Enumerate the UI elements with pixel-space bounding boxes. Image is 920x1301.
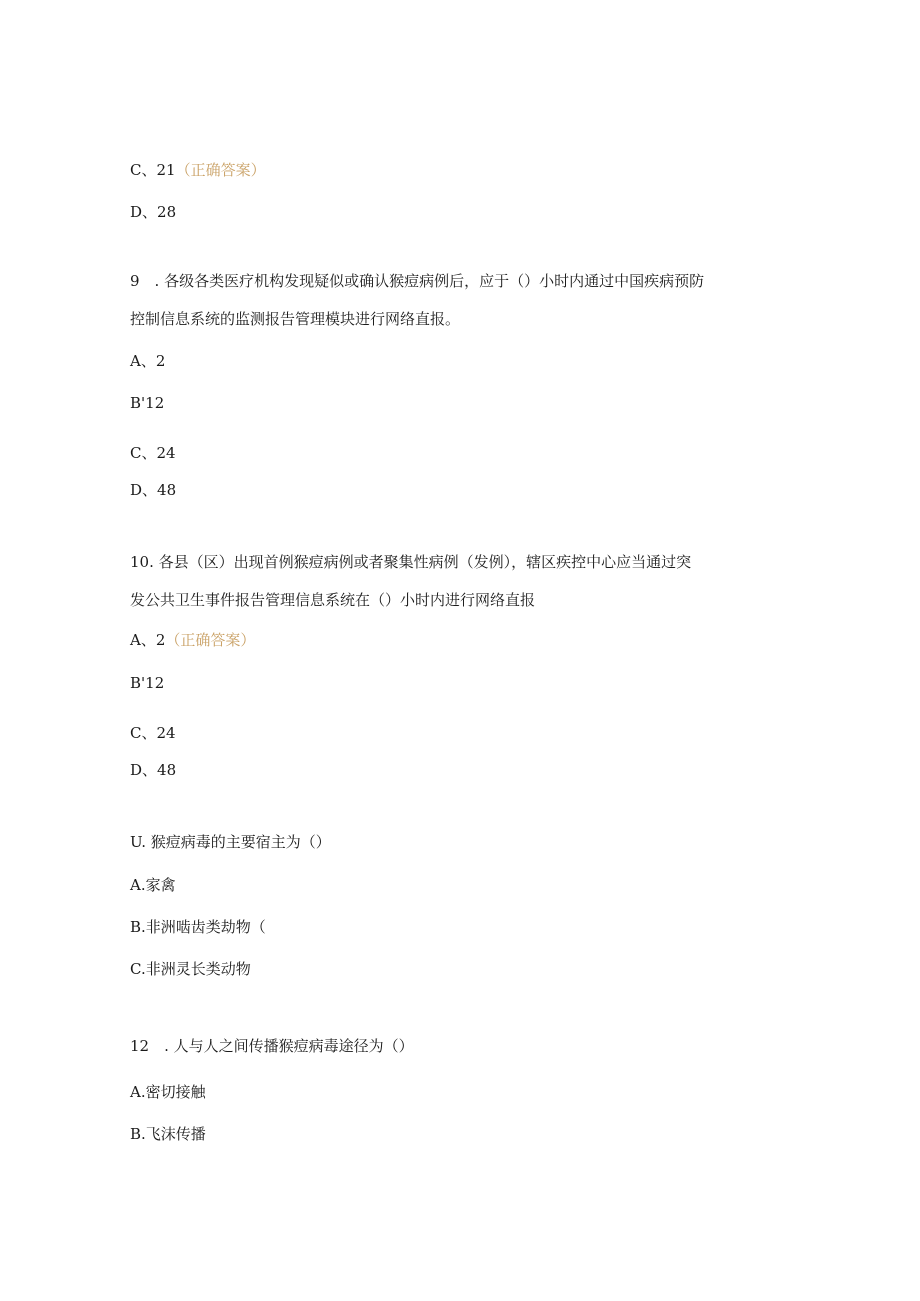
option-line: D、48 [130, 481, 177, 499]
option-line: B'12 [130, 674, 165, 692]
option-line: A.家禽 [130, 876, 176, 894]
question-text: 10. 各县（区）出现首例猴痘病例或者聚集性病例（发例），辖区疾控中心应当通过突 [130, 553, 692, 571]
question-text: U. 猴痘病毒的主要宿主为（） [130, 833, 331, 851]
option-line: B'12 [130, 394, 165, 412]
option-line: D、28 [130, 203, 177, 221]
question-text: 发公共卫生事件报告管理信息系统在（）小时内进行网络直报 [130, 591, 536, 609]
option-line: B.非洲啮齿类劫物（ [130, 918, 266, 936]
option-line: D、48 [130, 761, 177, 779]
option-line: A、2（正确答案） [130, 631, 256, 649]
question-text: 12 . 人与人之间传播猴痘病毒途径为（） [130, 1037, 414, 1055]
correct-answer-mark: （正确答案） [175, 161, 266, 179]
option-line: A、2 [130, 352, 166, 370]
option-line: C.非洲灵长类动物 [130, 960, 251, 978]
question-text: 9 . 各级各类医疗机构发现疑似或确认猴痘病例后，应于（）小时内通过中国疾病预防 [130, 272, 705, 290]
correct-answer-mark: （正确答案） [165, 631, 256, 649]
option-line: C、24 [130, 444, 176, 462]
option-line: C、21（正确答案） [130, 161, 266, 179]
option-line: B.飞沫传播 [130, 1125, 206, 1143]
option-line: A.密切接触 [130, 1083, 206, 1101]
option-line: C、24 [130, 724, 176, 742]
question-text: 控制信息系统的监测报告管理模块进行网络直报。 [130, 310, 461, 328]
